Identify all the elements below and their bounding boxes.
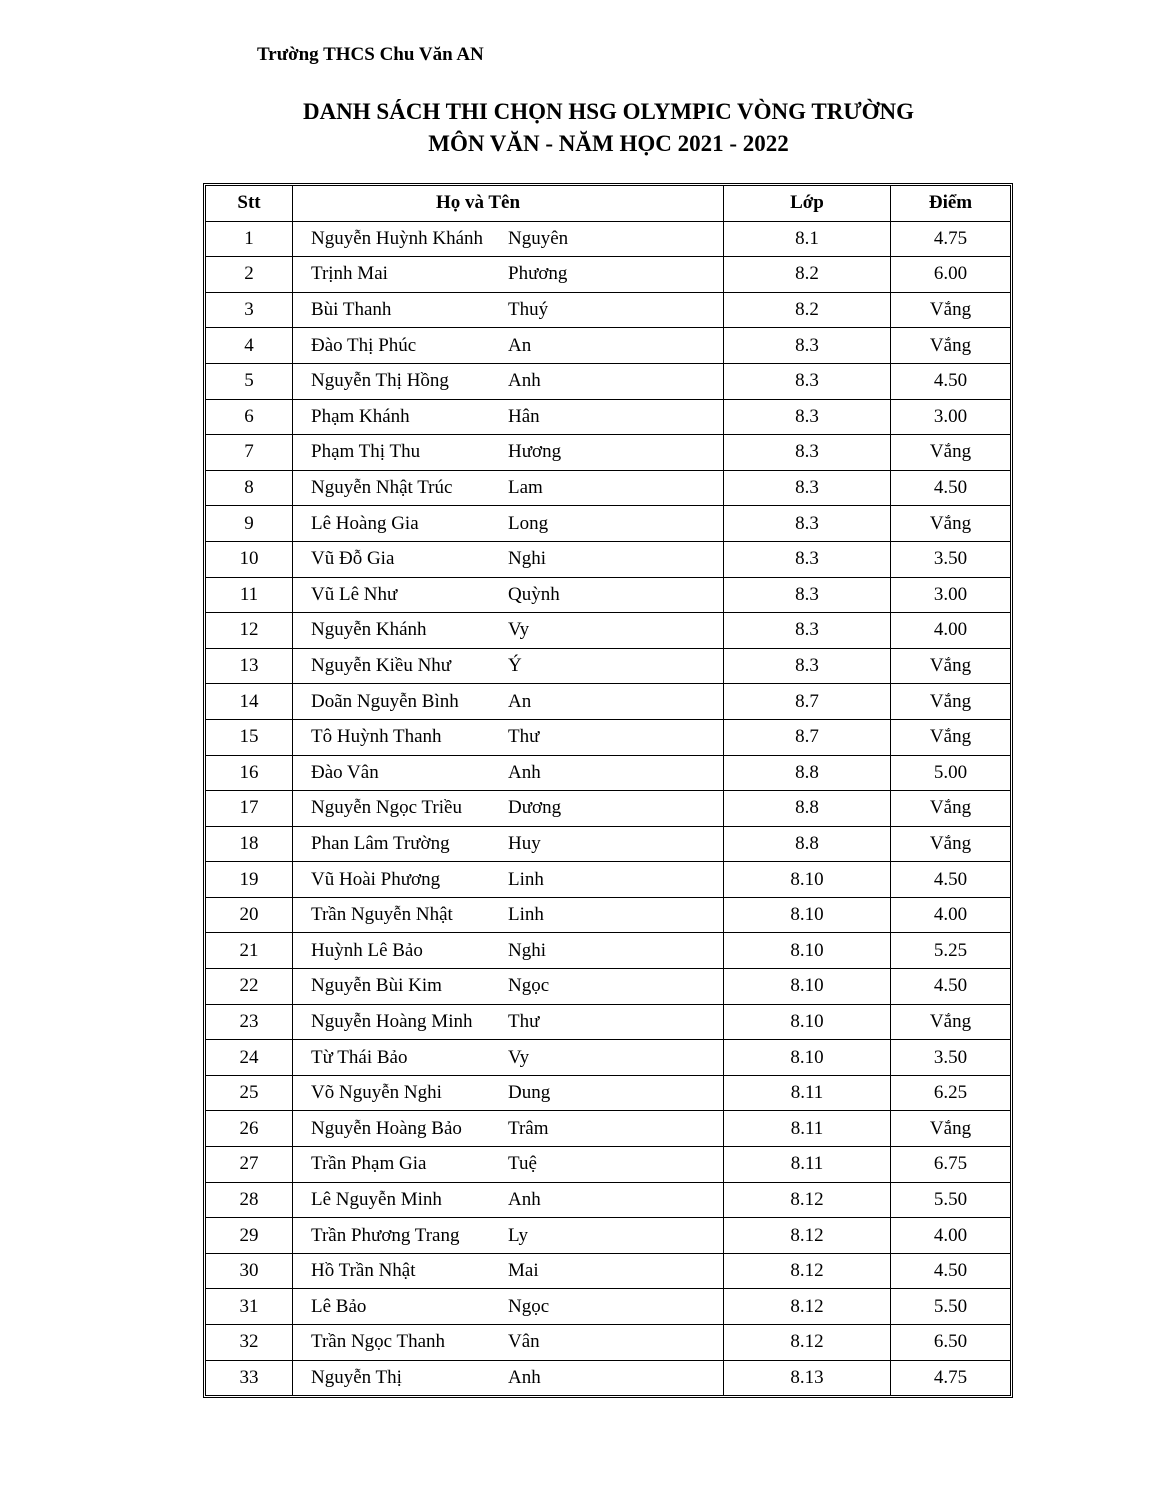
cell-stt: 5 [206,363,293,399]
cell-stt: 22 [206,969,293,1005]
cell-class: 8.3 [724,399,891,435]
cell-class: 8.12 [724,1182,891,1218]
cell-first-name: Lê Hoàng Gia [293,506,509,542]
table-row [206,1182,1010,1218]
cell-last-name: An [508,684,724,720]
cell-class: 8.10 [724,1004,891,1040]
table-row [206,363,1010,399]
cell-last-name: Huy [508,826,724,862]
table-row [206,1040,1010,1076]
cell-last-name: Thư [508,1004,724,1040]
table-body [206,221,1010,1395]
cell-last-name: Linh [508,862,724,898]
cell-last-name: Dương [508,791,724,827]
cell-stt: 29 [206,1218,293,1254]
cell-stt: 27 [206,1147,293,1183]
cell-last-name: Phương [508,257,724,293]
cell-first-name: Nguyễn Thị Hồng [293,363,509,399]
cell-score: 6.75 [891,1147,1011,1183]
cell-last-name: Lam [508,470,724,506]
cell-score: 4.50 [891,862,1011,898]
cell-last-name: Thư [508,719,724,755]
table-row [206,755,1010,791]
cell-score: 6.25 [891,1075,1011,1111]
cell-first-name: Đào Vân [293,755,509,791]
cell-class: 8.10 [724,933,891,969]
cell-class: 8.2 [724,292,891,328]
cell-class: 8.13 [724,1360,891,1395]
cell-score: Vắng [891,648,1011,684]
table-row [206,1218,1010,1254]
table-row [206,577,1010,613]
cell-score: Vắng [891,292,1011,328]
table-row [206,257,1010,293]
cell-first-name: Trần Phạm Gia [293,1147,509,1183]
cell-first-name: Vũ Đỗ Gia [293,541,509,577]
cell-last-name: Nguyên [508,221,724,257]
cell-stt: 10 [206,541,293,577]
cell-score: 4.00 [891,1218,1011,1254]
cell-class: 8.11 [724,1111,891,1147]
cell-score: 4.75 [891,1360,1011,1395]
cell-stt: 13 [206,648,293,684]
cell-stt: 8 [206,470,293,506]
document-title: DANH SÁCH THI CHỌN HSG OLYMPIC VÒNG TRƯỜNG [302,99,915,124]
cell-last-name: Hân [508,399,724,435]
cell-last-name: Quỳnh [508,577,724,613]
cell-score: Vắng [891,1004,1011,1040]
cell-last-name: Anh [508,363,724,399]
table-row [206,221,1010,257]
table-row [206,1289,1010,1325]
cell-last-name: Thuý [508,292,724,328]
cell-stt: 14 [206,684,293,720]
cell-last-name: Hương [508,435,724,471]
cell-last-name: Vân [508,1325,724,1361]
cell-class: 8.10 [724,969,891,1005]
cell-last-name: Nghi [508,541,724,577]
cell-stt: 16 [206,755,293,791]
cell-stt: 11 [206,577,293,613]
header-stt: Stt [206,186,293,221]
cell-last-name: Long [508,506,724,542]
cell-stt: 4 [206,328,293,364]
header-class: Lớp [724,186,891,221]
table-row [206,541,1010,577]
cell-class: 8.3 [724,328,891,364]
cell-score: 3.00 [891,399,1011,435]
table-row [206,791,1010,827]
cell-class: 8.8 [724,755,891,791]
cell-score: Vắng [891,719,1011,755]
cell-first-name: Vũ Lê Như [293,577,509,613]
cell-score: 5.50 [891,1289,1011,1325]
cell-stt: 26 [206,1111,293,1147]
cell-last-name: Ý [508,648,724,684]
cell-score: 5.50 [891,1182,1011,1218]
cell-class: 8.3 [724,541,891,577]
cell-class: 8.12 [724,1253,891,1289]
cell-score: 4.75 [891,221,1011,257]
cell-class: 8.10 [724,897,891,933]
cell-last-name: Tuệ [508,1147,724,1183]
table-row [206,684,1010,720]
cell-class: 8.7 [724,684,891,720]
cell-first-name: Võ Nguyễn Nghi [293,1075,509,1111]
cell-stt: 3 [206,292,293,328]
cell-stt: 30 [206,1253,293,1289]
table-row [206,506,1010,542]
cell-first-name: Huỳnh Lê Bảo [293,933,509,969]
table-row [206,969,1010,1005]
cell-score: 3.00 [891,577,1011,613]
cell-first-name: Lê Bảo [293,1289,509,1325]
cell-stt: 9 [206,506,293,542]
cell-first-name: Nguyễn Nhật Trúc [293,470,509,506]
cell-stt: 25 [206,1075,293,1111]
cell-stt: 1 [206,221,293,257]
cell-class: 8.10 [724,1040,891,1076]
cell-class: 8.3 [724,435,891,471]
cell-last-name: Ngọc [508,1289,724,1325]
table-row [206,719,1010,755]
table-header-row [206,186,1010,221]
cell-score: 6.50 [891,1325,1011,1361]
cell-first-name: Nguyễn Khánh [293,613,509,649]
cell-stt: 28 [206,1182,293,1218]
cell-last-name: Vy [508,1040,724,1076]
cell-score: Vắng [891,1111,1011,1147]
document-subtitle: MÔN VĂN - NĂM HỌC 2021 - 2022 [428,131,789,156]
cell-first-name: Vũ Hoài Phương [293,862,509,898]
cell-first-name: Nguyễn Hoàng Minh [293,1004,509,1040]
table-row [206,613,1010,649]
cell-stt: 2 [206,257,293,293]
table-row [206,328,1010,364]
results-table [206,186,1010,1395]
header-name: Họ và Tên [293,186,724,221]
table-row [206,1147,1010,1183]
cell-class: 8.3 [724,363,891,399]
cell-score: 4.50 [891,969,1011,1005]
cell-class: 8.8 [724,826,891,862]
cell-stt: 18 [206,826,293,862]
cell-first-name: Bùi Thanh [293,292,509,328]
cell-score: 4.00 [891,897,1011,933]
cell-score: 5.25 [891,933,1011,969]
cell-class: 8.3 [724,613,891,649]
cell-first-name: Trịnh Mai [293,257,509,293]
cell-score: 5.00 [891,755,1011,791]
cell-first-name: Phan Lâm Trường [293,826,509,862]
cell-last-name: An [508,328,724,364]
cell-score: Vắng [891,684,1011,720]
table-row [206,1111,1010,1147]
cell-last-name: Anh [508,755,724,791]
cell-class: 8.10 [724,862,891,898]
cell-score: 4.50 [891,470,1011,506]
cell-first-name: Nguyễn Bùi Kim [293,969,509,1005]
cell-class: 8.12 [724,1218,891,1254]
cell-last-name: Anh [508,1360,724,1395]
cell-class: 8.3 [724,577,891,613]
table-row [206,435,1010,471]
cell-stt: 20 [206,897,293,933]
cell-first-name: Hồ Trần Nhật [293,1253,509,1289]
table-row [206,1253,1010,1289]
school-name: Trường THCS Chu Văn AN [257,44,484,65]
cell-stt: 7 [206,435,293,471]
cell-stt: 32 [206,1325,293,1361]
cell-first-name: Trần Ngọc Thanh [293,1325,509,1361]
cell-stt: 12 [206,613,293,649]
cell-class: 8.8 [724,791,891,827]
cell-score: 3.50 [891,541,1011,577]
header-score: Điểm [891,186,1011,221]
cell-stt: 23 [206,1004,293,1040]
cell-first-name: Trần Phương Trang [293,1218,509,1254]
cell-last-name: Linh [508,897,724,933]
cell-class: 8.1 [724,221,891,257]
cell-last-name: Anh [508,1182,724,1218]
cell-first-name: Trần Nguyễn Nhật [293,897,509,933]
cell-first-name: Phạm Khánh [293,399,509,435]
cell-class: 8.11 [724,1147,891,1183]
table-row [206,897,1010,933]
cell-score: Vắng [891,826,1011,862]
cell-first-name: Từ Thái Bảo [293,1040,509,1076]
table-row [206,933,1010,969]
cell-last-name: Dung [508,1075,724,1111]
table-row [206,292,1010,328]
results-table-frame [203,183,1013,1398]
cell-stt: 6 [206,399,293,435]
cell-stt: 21 [206,933,293,969]
cell-class: 8.3 [724,470,891,506]
cell-score: Vắng [891,328,1011,364]
cell-class: 8.12 [724,1289,891,1325]
cell-class: 8.2 [724,257,891,293]
table-row [206,1360,1010,1395]
cell-first-name: Nguyễn Ngọc Triều [293,791,509,827]
cell-stt: 24 [206,1040,293,1076]
cell-stt: 31 [206,1289,293,1325]
cell-last-name: Nghi [508,933,724,969]
cell-first-name: Nguyễn Hoàng Bảo [293,1111,509,1147]
cell-score: 3.50 [891,1040,1011,1076]
table-row [206,470,1010,506]
cell-score: Vắng [891,506,1011,542]
cell-first-name: Nguyễn Huỳnh Khánh [293,221,509,257]
cell-score: 4.50 [891,1253,1011,1289]
cell-class: 8.7 [724,719,891,755]
cell-first-name: Nguyễn Kiều Như [293,648,509,684]
cell-first-name: Tô Huỳnh Thanh [293,719,509,755]
cell-score: Vắng [891,791,1011,827]
cell-score: 4.00 [891,613,1011,649]
cell-score: 4.50 [891,363,1011,399]
cell-first-name: Doãn Nguyễn Bình [293,684,509,720]
cell-last-name: Vy [508,613,724,649]
table-row [206,1075,1010,1111]
table-row [206,826,1010,862]
cell-stt: 15 [206,719,293,755]
cell-first-name: Phạm Thị Thu [293,435,509,471]
table-row [206,862,1010,898]
cell-last-name: Ly [508,1218,724,1254]
cell-class: 8.12 [724,1325,891,1361]
cell-last-name: Mai [508,1253,724,1289]
cell-score: Vắng [891,435,1011,471]
cell-first-name: Lê Nguyễn Minh [293,1182,509,1218]
table-row [206,399,1010,435]
cell-class: 8.3 [724,506,891,542]
cell-score: 6.00 [891,257,1011,293]
table-row [206,648,1010,684]
cell-last-name: Trâm [508,1111,724,1147]
cell-class: 8.11 [724,1075,891,1111]
cell-stt: 17 [206,791,293,827]
table-row [206,1004,1010,1040]
cell-first-name: Đào Thị Phúc [293,328,509,364]
cell-stt: 33 [206,1360,293,1395]
cell-class: 8.3 [724,648,891,684]
cell-last-name: Ngọc [508,969,724,1005]
table-row [206,1325,1010,1361]
cell-first-name: Nguyễn Thị [293,1360,509,1395]
cell-stt: 19 [206,862,293,898]
